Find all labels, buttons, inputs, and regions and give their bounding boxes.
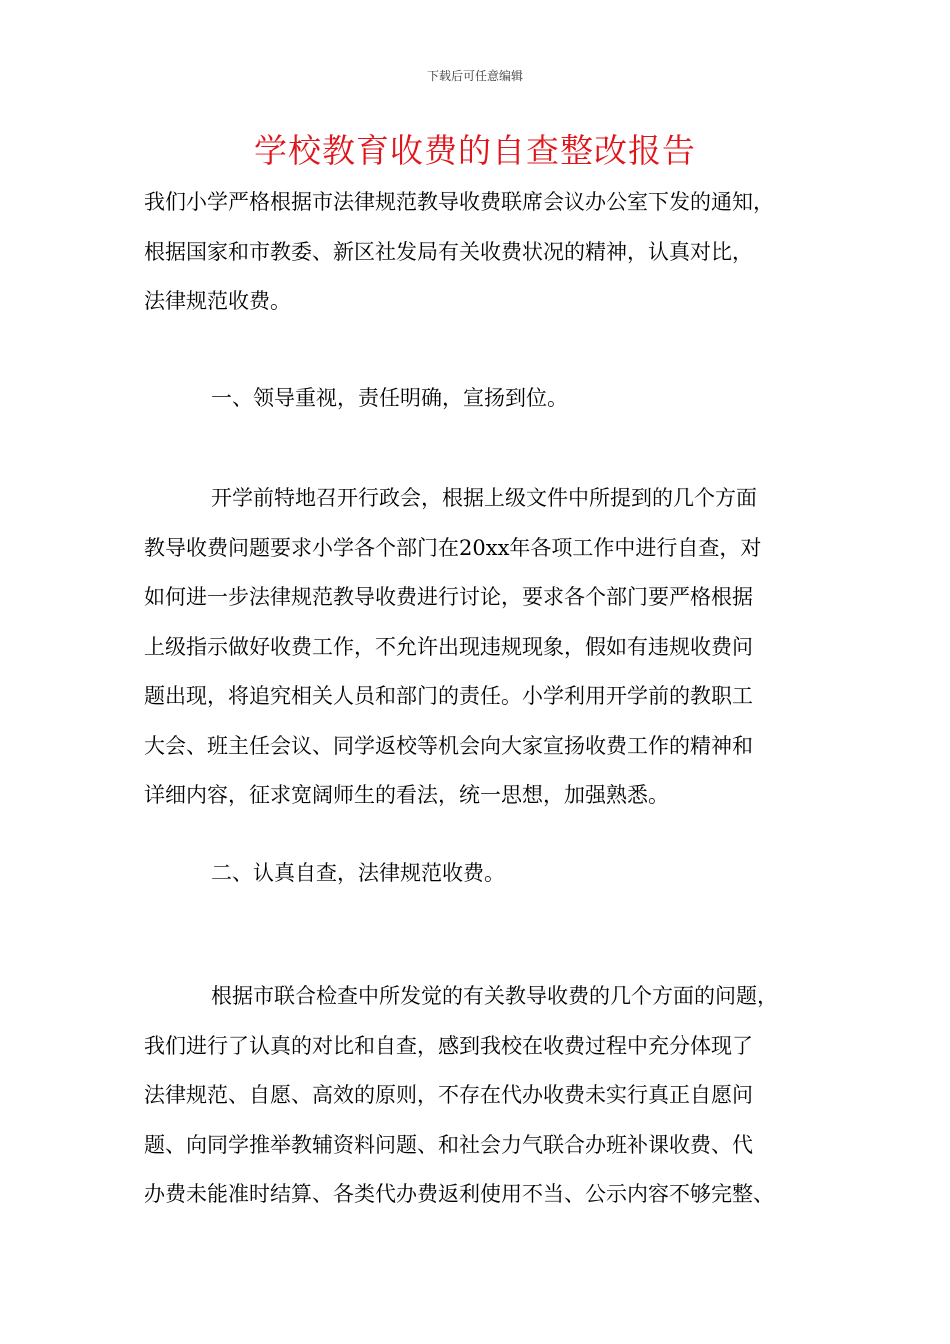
document-title: 学校教育收费的自查整改报告 <box>254 131 696 170</box>
paragraph-line: 教导收费问题要求小学各个部门在20xx年各项工作中进行自查，对 <box>144 535 762 560</box>
paragraph-line: 办费未能准时结算、各类代办费返利使用不当、公示内容不够完整、 <box>144 1182 774 1206</box>
paragraph-line: 根据市联合检查中所发觉的有关教导收费的几个方面的问题， <box>211 984 778 1008</box>
paragraph-line: 如何进一步法律规范教导收费进行讨论，要求各个部门要严格根据 <box>144 585 753 609</box>
paragraph-line: 法律规范收费。 <box>144 289 291 313</box>
section-heading-1 <box>144 374 824 424</box>
paragraph-line: 大会、班主任会议、同学返校等机会向大家宣扬收费工作的精神和 <box>144 733 753 758</box>
paragraph-line: 我们进行了认真的对比和自查，感到我校在收费过程中充分体现了 <box>144 1033 753 1058</box>
header-note: 下载后可任意编辑 <box>426 69 523 83</box>
section-heading-text: 二、认真自查，法律规范收费。 <box>211 861 505 885</box>
paragraph-line: 根据国家和市教委、新区社发局有关收费状况的精神，认真对比， <box>144 239 753 264</box>
section-2-paragraph <box>144 972 824 1220</box>
paragraph-line: 开学前特地召开行政会，根据上级文件中所提到的几个方面 <box>211 486 757 510</box>
paragraph-line: 上级指示做好收费工作，不允许出现违规现象，假如有违规收费问 <box>144 634 753 659</box>
section-1-paragraph <box>144 474 824 821</box>
section-heading-2 <box>144 849 824 899</box>
intro-paragraph <box>144 178 824 327</box>
paragraph-line: 我们小学严格根据市法律规范教导收费联席会议办公室下发的通知， <box>144 190 774 214</box>
paragraph-line: 题出现，将追究相关人员和部门的责任。小学利用开学前的教职工 <box>144 684 753 708</box>
paragraph-line: 法律规范、自愿、高效的原则，不存在代办收费未实行真正自愿问 <box>144 1083 753 1107</box>
paragraph-line: 题、向同学推举教辅资料问题、和社会力气联合办班补课收费、代 <box>144 1132 753 1157</box>
paragraph-line: 详细内容，征求宽阔师生的看法，统一思想，加强熟悉。 <box>144 783 669 807</box>
section-heading-text: 一、领导重视，责任明确，宣扬到位。 <box>211 386 568 410</box>
